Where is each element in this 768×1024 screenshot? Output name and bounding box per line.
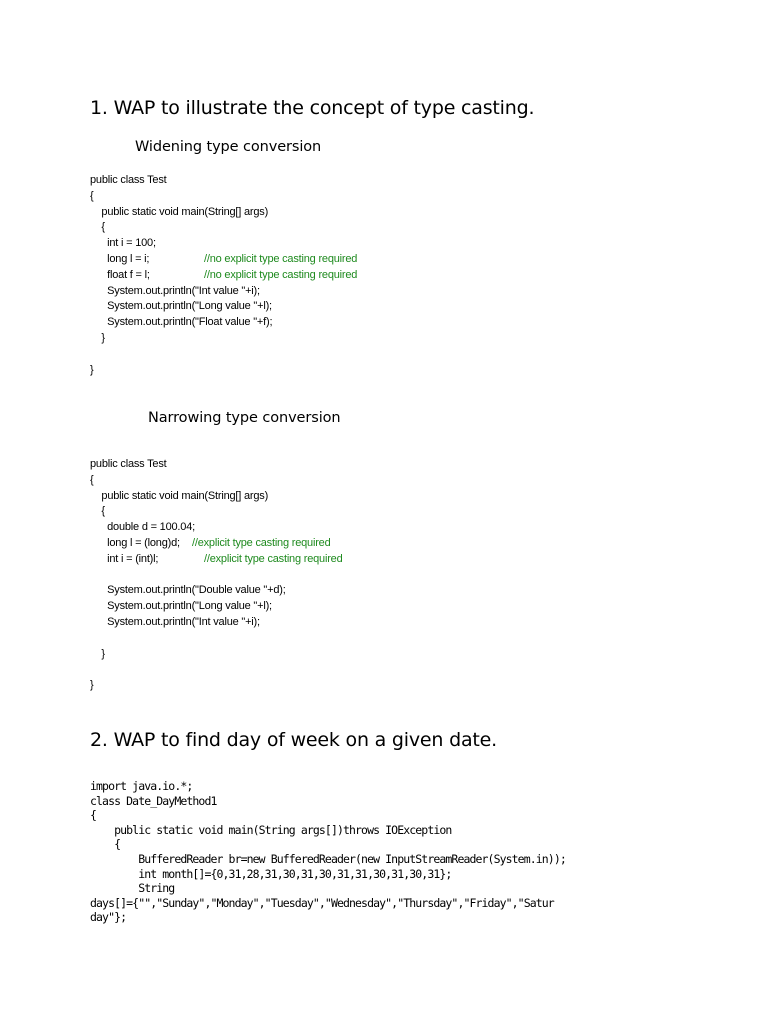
code-text: long l = i;	[90, 252, 150, 265]
code-line: public static void main(String args[])throws IOException	[90, 822, 452, 837]
code-text: float f = l;	[90, 268, 150, 281]
code-text: {	[90, 505, 105, 518]
code-text: System.out.println("Int value "+i);	[90, 284, 260, 297]
code-line	[90, 520, 343, 536]
code-comment: //explicit type casting required	[192, 536, 331, 549]
code-text: public static void main(String[] args)	[90, 205, 269, 218]
code-line	[90, 347, 357, 363]
code-line	[90, 631, 343, 647]
code-line: days[]={"","Sunday","Monday","Tuesday","Wednesday","Thursday","Friday","Satur	[90, 895, 554, 910]
code-line: import java.io.*;	[90, 779, 193, 793]
code-text: int i = (int)l;	[90, 552, 159, 565]
code-line	[90, 189, 357, 205]
narrowing-code-block	[90, 457, 343, 694]
code-line	[90, 173, 357, 189]
code-line	[90, 220, 357, 236]
code-line	[90, 678, 343, 694]
code-line: String	[90, 881, 175, 896]
code-line: {	[90, 808, 97, 823]
code-text: }	[90, 363, 94, 376]
code-line: {	[90, 837, 121, 852]
code-text: System.out.println("Long value "+l);	[90, 600, 272, 613]
code-text: public static void main(String[] args)	[90, 489, 269, 502]
code-line	[90, 552, 343, 568]
code-text: System.out.println("Int value "+i);	[90, 615, 260, 628]
code-line: BufferedReader br=new BufferedReader(new InputStreamReader(System.in));	[90, 851, 566, 866]
code-text: }	[90, 679, 94, 692]
code-line	[90, 568, 343, 584]
code-line	[90, 583, 343, 599]
narrowing-heading: Narrowing type conversion	[148, 410, 341, 426]
widening-heading: Widening type conversion	[135, 139, 322, 155]
code-line	[90, 599, 343, 615]
code-text: }	[90, 647, 105, 660]
code-text: }	[90, 331, 105, 344]
section1-title: 1. WAP to illustrate the concept of type casting.	[90, 97, 535, 119]
code-line: day"};	[90, 910, 127, 925]
code-line	[90, 489, 343, 505]
code-text: long l = (long)d;	[90, 536, 180, 549]
code-line	[90, 662, 343, 678]
code-line	[90, 236, 357, 252]
code-text: {	[90, 189, 94, 202]
code-line	[90, 536, 343, 552]
code-line	[90, 284, 357, 300]
code-line	[90, 299, 357, 315]
code-line	[90, 647, 343, 663]
code-text: double d = 100.04;	[90, 521, 195, 534]
code-text: int i = 100;	[90, 237, 156, 250]
code-line	[90, 268, 357, 284]
code-text: public class Test	[90, 174, 167, 186]
code-comment: //no explicit type casting required	[204, 268, 358, 281]
code-comment: //explicit type casting required	[204, 552, 343, 565]
code-text: System.out.println("Double value "+d);	[90, 584, 286, 597]
section2-title: 2. WAP to find day of week on a given date.	[90, 729, 497, 751]
code-text: {	[90, 221, 105, 234]
code-text: public class Test	[90, 458, 167, 470]
code-line	[90, 315, 357, 331]
code-line: class Date_DayMethod1	[90, 793, 217, 808]
code-line	[90, 205, 357, 221]
code-line	[90, 615, 343, 631]
code-line	[90, 363, 357, 379]
code-text: System.out.println("Float value "+f);	[90, 316, 273, 329]
code-line	[90, 252, 357, 268]
widening-code-block	[90, 173, 357, 378]
code-line	[90, 331, 357, 347]
day-of-week-code-block	[90, 779, 566, 925]
code-line	[90, 473, 343, 489]
code-text: System.out.println("Long value "+l);	[90, 300, 272, 313]
code-text: {	[90, 473, 94, 486]
code-comment: //no explicit type casting required	[204, 252, 358, 265]
code-line	[90, 504, 343, 520]
code-line	[90, 457, 343, 473]
code-line: int month[]={0,31,28,31,30,31,30,31,31,30,31,30,31};	[90, 866, 452, 881]
